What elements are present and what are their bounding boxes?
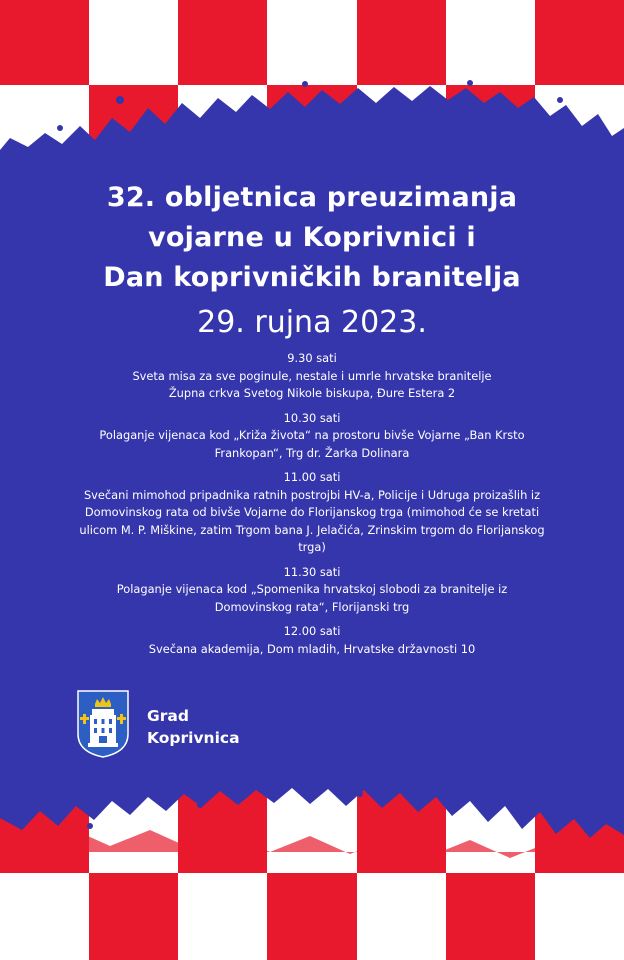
event-time: 9.30 sati bbox=[287, 351, 337, 365]
title-line: vojarne u Koprivnici i bbox=[148, 222, 476, 253]
event-description: Domovinskog rata od bivše Vojarne do Florijanskog trga (mimohod će se kretati bbox=[84, 505, 540, 519]
schedule-item bbox=[60, 623, 564, 658]
event-description: Župna crkva Svetog Nikole biskupa, Đure Estera 2 bbox=[168, 386, 456, 400]
event-time: 11.30 sati bbox=[283, 564, 341, 579]
event-description: Polaganje vijenaca kod „Spomenika hrvatskoj slobodi za branitelje iz bbox=[116, 582, 508, 596]
city-name bbox=[147, 705, 240, 749]
city-line: Grad bbox=[147, 707, 189, 725]
event-description: Svečani mimohod pripadnika ratnih postrojbi HV-a, Policije i Udruga proizašlih iz bbox=[83, 487, 541, 502]
event-date: 29. rujna 2023. bbox=[197, 305, 427, 340]
event-description: Sveta misa za sve poginule, nestale i umrle hrvatske branitelje bbox=[132, 368, 492, 383]
city-line: Koprivnica bbox=[147, 729, 240, 747]
event-description: Domovinskog rata“, Florijanski trg bbox=[214, 599, 410, 614]
event-time: 12.00 sati bbox=[283, 624, 341, 638]
poster-title bbox=[0, 178, 624, 298]
event-schedule bbox=[60, 350, 564, 665]
event-time: 10.30 sati bbox=[283, 410, 341, 425]
event-description: Polaganje vijenaca kod „Križa života“ na prostoru bivše Vojarne „Ban Krsto bbox=[99, 428, 525, 442]
schedule-item bbox=[60, 350, 564, 403]
schedule-item bbox=[60, 564, 564, 617]
event-description: trga) bbox=[298, 540, 326, 554]
koprivnica-coat-of-arms-icon bbox=[77, 690, 129, 758]
event-description: Svečana akademija, Dom mladih, Hrvatske državnosti 10 bbox=[148, 641, 476, 656]
schedule-item bbox=[60, 410, 564, 463]
event-description: ulicom M. P. Miškine, zatim Trgom bana J. Jelačića, Zrinskim trgom do Florijanskog bbox=[79, 522, 545, 537]
title-line: Dan koprivničkih branitelja bbox=[103, 262, 521, 293]
title-line: 32. obljetnica preuzimanja bbox=[106, 182, 518, 213]
schedule-item bbox=[60, 469, 564, 557]
event-description: Frankopan“, Trg dr. Žarka Dolinara bbox=[214, 445, 410, 460]
event-time: 11.00 sati bbox=[283, 470, 341, 484]
